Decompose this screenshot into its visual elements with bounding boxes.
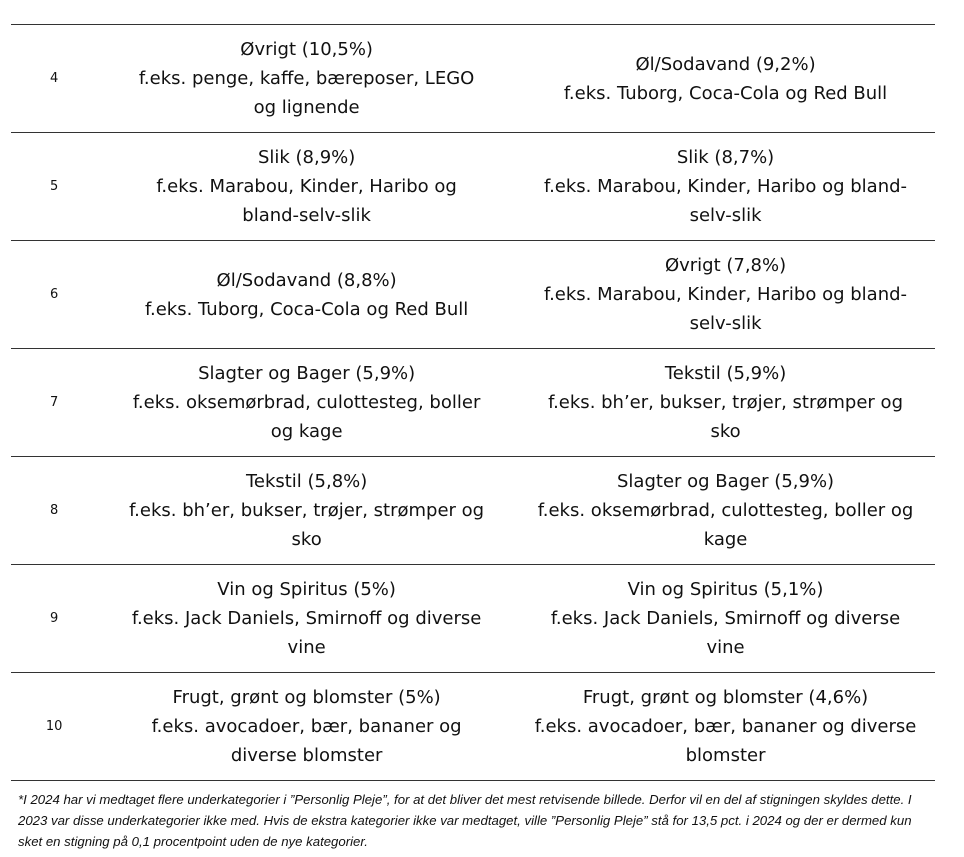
rank-number: 10 [11,673,97,781]
category-examples: f.eks. Tuborg, Coca-Cola og Red Bull [563,82,888,104]
category-cell-year2024 [97,565,516,673]
category-cell-year2023 [516,565,935,673]
category-examples: f.eks. Jack Daniels, Smirnoff og diverse [550,608,901,629]
table-row [11,25,935,133]
ranking-table-body [11,25,935,781]
category-cell-year2024 [97,133,516,241]
category-title: Tekstil (5,9%) [664,363,787,384]
category-title: Øvrigt (10,5%) [240,39,373,60]
table-row [11,673,935,781]
category-examples: f.eks. penge, kaffe, bæreposer, LEGO [138,68,475,89]
category-cell-year2024 [97,25,516,133]
category-examples: sko [291,529,322,550]
category-cell-year2023 [516,349,935,457]
category-examples: f.eks. bh’er, bukser, trøjer, strømper og [129,500,485,521]
table-row [11,457,935,565]
category-cell-year2023 [516,241,935,349]
category-title: Tekstil (5,8%) [245,471,368,492]
category-cell-year2023 [516,673,935,781]
table-row [11,565,935,673]
category-examples: kage [703,529,748,550]
category-title: Vin og Spiritus (5,1%) [627,579,824,600]
category-examples: f.eks. Marabou, Kinder, Haribo og [156,176,457,197]
category-cell-year2023 [516,133,935,241]
category-examples: sko [710,421,741,442]
footnote: *I 2024 har vi medtaget flere underkategorier i ”Personlig Pleje”, for at det bliver det mest retvisende billede. Derfor vil en del af stigningen skyldes dette. I 2023 var disse underkategorier ikke med. Hvis de ekstra kategorier ikke var medtaget, ville ”Personlig Pleje” stå for 13,5 pct. i 2024 og der er dermed kun sket en stigning på 0,1 procentpoint uden de nye kategorier. [18,792,912,849]
category-examples: f.eks. avocadoer, bær, bananer og diverse [534,716,917,737]
category-examples: vine [287,637,326,658]
category-examples: f.eks. Jack Daniels, Smirnoff og diverse [131,608,482,629]
category-title: Slik (8,7%) [676,147,775,168]
category-title: Frugt, grønt og blomster (5%) [172,687,441,708]
category-examples: f.eks. Marabou, Kinder, Haribo og bland- [544,284,908,305]
category-cell-year2023 [516,25,935,133]
category-title: Slagter og Bager (5,9%) [617,471,835,492]
category-ranking-table [11,24,935,781]
category-cell-year2024 [97,349,516,457]
category-title: Frugt, grønt og blomster (4,6%) [582,687,869,708]
category-cell-year2023 [516,457,935,565]
rank-number: 5 [11,133,97,241]
rank-number: 7 [11,349,97,457]
rank-number: 4 [11,25,97,133]
rank-number: 6 [11,241,97,349]
rank-number: 9 [11,565,97,673]
category-title: Slagter og Bager (5,9%) [198,363,416,384]
category-examples: og lignende [253,97,360,118]
category-title: Vin og Spiritus (5%) [217,579,396,600]
rank-number: 8 [11,457,97,565]
category-examples: blomster [685,745,766,766]
category-title: Øvrigt (7,8%) [664,255,787,276]
category-title: Øl/Sodavand (9,2%) [635,53,816,75]
category-examples: f.eks. oksemørbrad, culottesteg, boller og [537,500,914,521]
category-cell-year2024 [97,673,516,781]
category-examples: f.eks. bh’er, bukser, trøjer, strømper og [548,392,903,413]
category-cell-year2024 [97,241,516,349]
table-row [11,133,935,241]
category-title: Slik (8,9%) [257,147,356,168]
category-examples: vine [706,637,745,658]
table-row [11,241,935,349]
category-cell-year2024 [97,457,516,565]
table-row [11,349,935,457]
category-examples: f.eks. Marabou, Kinder, Haribo og bland- [544,176,908,197]
category-examples: og kage [270,421,343,442]
category-examples: f.eks. avocadoer, bær, bananer og [151,716,462,737]
category-examples: selv-slik [689,205,762,226]
category-title: Øl/Sodavand (8,8%) [216,269,397,291]
category-examples: f.eks. oksemørbrad, culottesteg, boller [132,392,481,413]
category-examples: bland-selv-slik [242,205,371,226]
category-examples: selv-slik [689,313,762,334]
category-examples: f.eks. Tuborg, Coca-Cola og Red Bull [144,298,469,320]
category-examples: diverse blomster [230,745,383,766]
